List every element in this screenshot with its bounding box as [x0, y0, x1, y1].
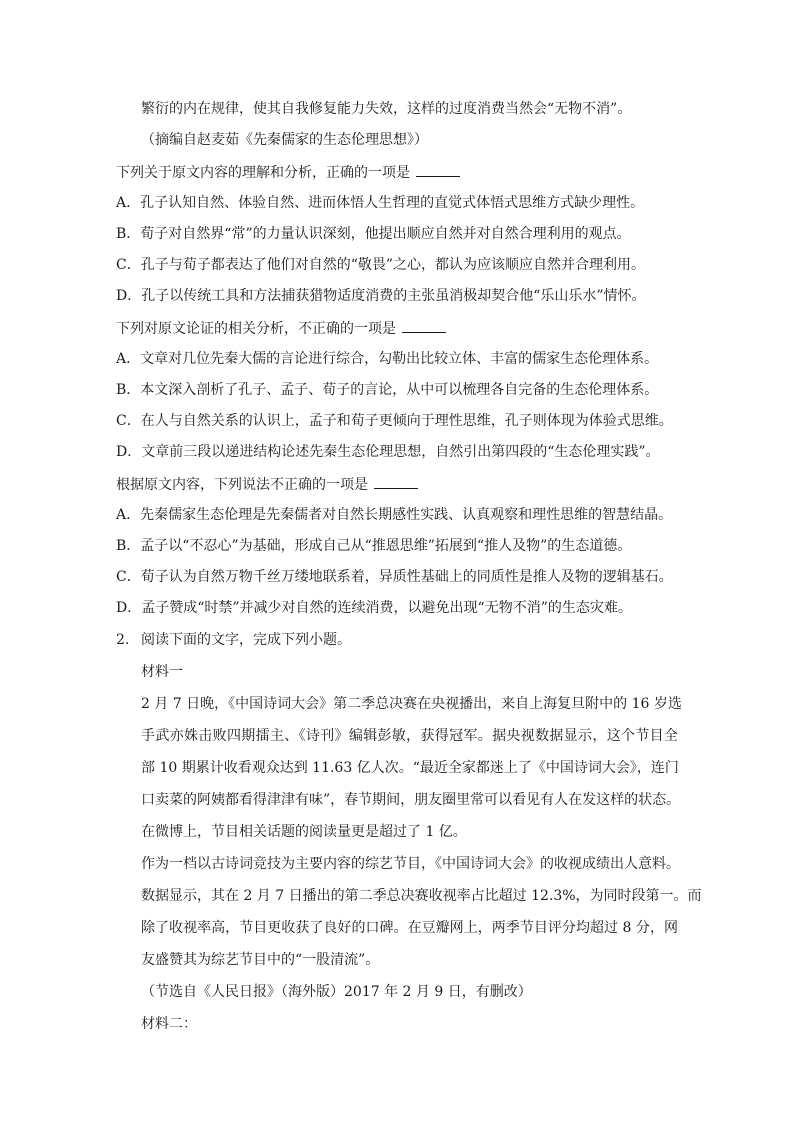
answer-blank[interactable]	[402, 318, 446, 333]
passage-source: （摘编自赵麦茹《先秦儒家的生态伦理思想》）	[141, 132, 428, 148]
paragraph-line: 2 月 7 日晚，《中国诗词大会》第二季总决赛在央视播出，来自上海复旦附中的 16 岁选	[141, 696, 682, 712]
material-title: 材料一	[141, 664, 183, 680]
option-c: C．孔子与荀子都表达了他们对自然的“敬畏”之心，都认为应该顺应自然并合理利用。	[116, 257, 646, 273]
option-a: A．文章对几位先秦大儒的言论进行综合，勾勒出比较立体、丰富的儒家生态伦理体系。	[116, 351, 659, 367]
paragraph-line: 数据显示，其在 2 月 7 日播出的第二季总决赛收视率占比超过 12.3%，为同时段第一。而	[141, 888, 702, 904]
question-stem	[116, 162, 460, 182]
question-stem-text: 下列对原文论证的相关分析，不正确的一项是	[116, 321, 396, 337]
option-b: B．孟子以“不忍心”为基础，形成自己从“推恩思维”拓展到“推人及物”的生态道德。	[116, 538, 632, 554]
question-stem-text: 根据原文内容，下列说法不正确的一项是	[116, 477, 368, 493]
option-c: C．荀子认为自然万物千丝万缕地联系着，异质性基础上的同质性是推人及物的逻辑基石。	[116, 569, 673, 585]
question-stem	[116, 474, 418, 494]
paragraph-line: 作为一档以古诗词竞技为主要内容的综艺节目，《中国诗词大会》的收视成绩出人意料。	[141, 856, 680, 872]
paragraph-line: 手武亦姝击败四期擂主、《诗刊》编辑彭敏，获得冠军。据央视数据显示，这个节目全	[141, 728, 678, 744]
option-b: B．荀子对自然界“常”的力量认识深刻，他提出顺应自然并对自然合理利用的观点。	[116, 226, 631, 242]
option-a: A．先秦儒家生态伦理是先秦儒者对自然长期感性实践、认真观察和理性思维的智慧结晶。	[116, 507, 673, 523]
option-d: D．文章前三段以递进结构论述先秦生态伦理思想，自然引出第四段的“生态伦理实践”。	[116, 444, 660, 460]
paragraph-line: 友盛赞其为综艺节目中的“一股清流”。	[141, 952, 380, 968]
question-stem	[116, 318, 446, 338]
option-a: A．孔子认知自然、体验自然、进而体悟人生哲理的直觉式体悟式思维方式缺少理性。	[116, 195, 645, 211]
option-d: D．孔子以传统工具和方法捕获猎物适度消费的主张虽消极却契合他“乐山乐水”情怀。	[116, 288, 646, 304]
answer-blank[interactable]	[416, 162, 460, 177]
paragraph-line: 部 10 期累计收看观众达到 11.63 亿人次。“最近全家都迷上了《中国诗词大会》，连门	[141, 760, 679, 776]
paragraph-line: 口卖菜的阿姨都看得津津有味”，春节期间，朋友圈里常可以看见有人在发这样的状态。	[141, 792, 681, 808]
answer-blank[interactable]	[374, 474, 418, 489]
paragraph-line: 在微博上，节目相关话题的阅读量更是超过了 1 亿。	[141, 824, 467, 840]
material-title: 材料二：	[141, 1016, 197, 1032]
material-source: （节选自《人民日报》（海外版）2017 年 2 月 9 日，有删改）	[141, 984, 532, 1000]
option-d: D．孟子赞成“时禁”并减少对自然的连续消费，以避免出现“无物不消”的生态灾难。	[116, 600, 632, 616]
passage-tail: 繁衍的内在规律，使其自我修复能力失效，这样的过度消费当然会“无物不消”。	[141, 101, 632, 117]
paragraph-line: 除了收视率高，节目更收获了良好的口碑。在豆瓣网上，两季节目评分均超过 8 分，网	[141, 920, 678, 936]
question-stem-text: 下列关于原文内容的理解和分析，正确的一项是	[116, 165, 410, 181]
option-b: B．本文深入剖析了孔子、孟子、荀子的言论，从中可以梳理各自完备的生态伦理体系。	[116, 382, 659, 398]
question-instruction: 阅读下面的文字，完成下列小题。	[141, 632, 351, 648]
question-number: 2.	[116, 632, 130, 648]
option-c: C．在人与自然关系的认识上，孟子和荀子更倾向于理性思维，孔子则体现为体验式思维。	[116, 413, 673, 429]
